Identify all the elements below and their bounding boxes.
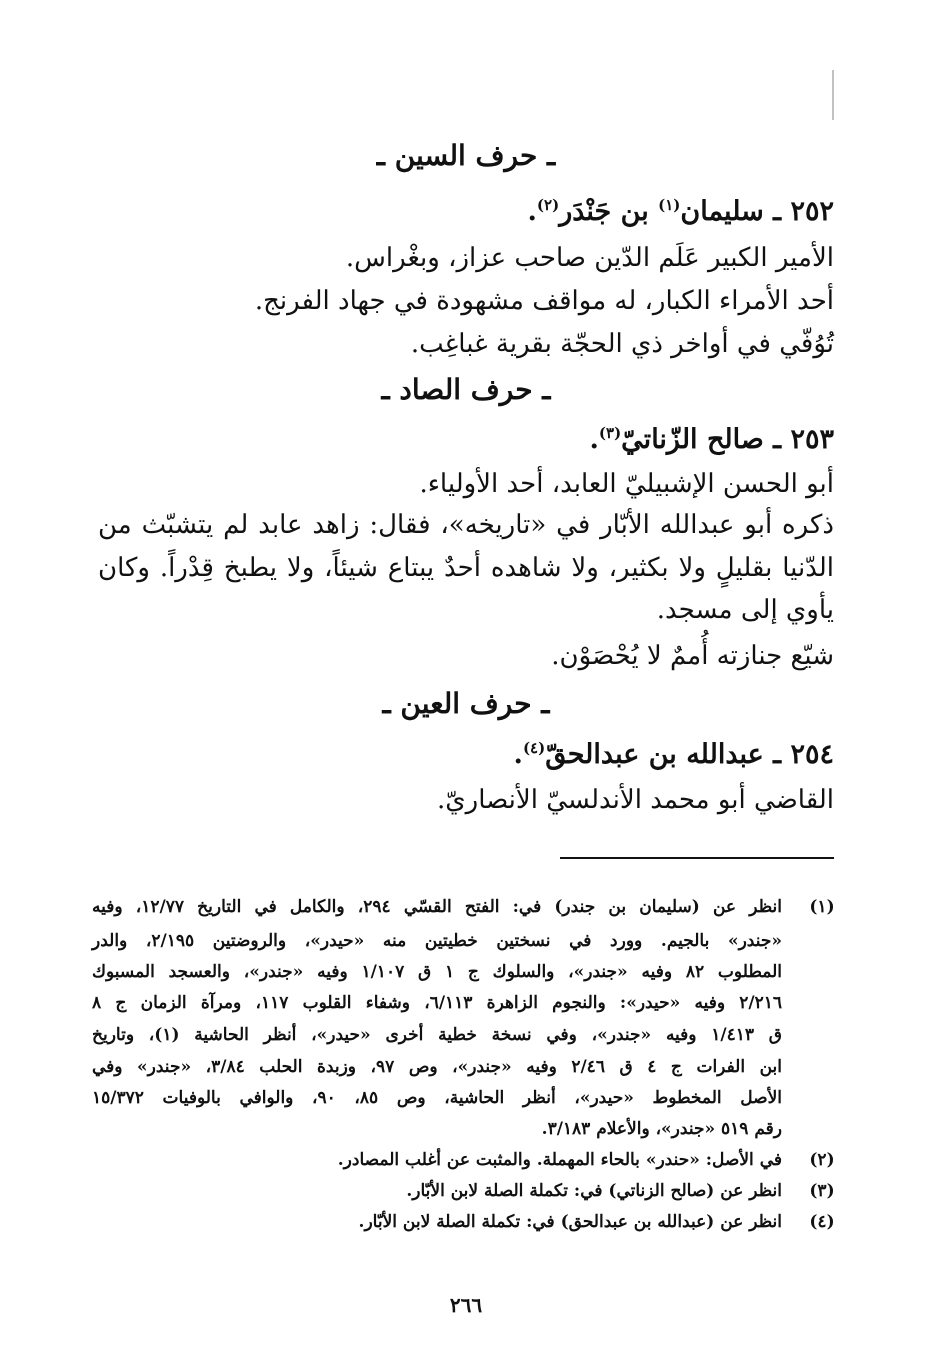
footnote-separator: [560, 857, 834, 859]
footnote-1-line-1: انظر عن (سليمان بن جندر) في: الفتح القسّي ٢٩٤، والكامل في التاريخ ١٢/٧٧، وفيه: [92, 897, 782, 917]
entry-254-line-1: القاضي أبو محمد الأندلسيّ الأنصاريّ.: [437, 785, 834, 815]
footnote-1-line-5: ق ١/٤١٣ وفيه «جندر»، وفي نسخة خطية أخرى «حيدر»، أنظر الحاشية (١)، وتاريخ: [92, 1025, 782, 1045]
entry-253-line-3: الدّنيا بقليلٍ ولا بكثير، ولا شاهده أحدٌ يبتاع شيئاً، ولا يطبخ قِدْراً. وكان: [98, 553, 834, 583]
footnote-number-4: (٤): [809, 1212, 835, 1232]
footnote-1-line-6: ابن الفرات ج ٤ ق ٢/٤٦ وفيه «جندر»، وص ٩٧، وزبدة الحلب ٣/٨٤، «جندر» وفي: [92, 1057, 783, 1077]
footnote-number-3: (٣): [809, 1181, 835, 1201]
entry-253-line-4: يأوي إلى مسجد.: [656, 595, 834, 625]
footnote-1-line-4: ٢/٢١٦ وفيه «حيدر»: والنجوم الزاهرة ٦/١١٣، وشفاء القلوب ١١٧، ومرآة الزمان ج ٨: [92, 993, 783, 1013]
footnote-number-1: (١): [809, 897, 835, 917]
section-heading-sad: ـ حرف الصاد ـ: [381, 373, 551, 406]
scan-mark: [832, 70, 834, 120]
footnote-ref[interactable]: (٢): [536, 196, 560, 214]
footnote-4-text: انظر عن (عبدالله بن عبدالحق) في: تكملة الصلة لابن الأبّار.: [358, 1212, 782, 1232]
entry-title-text: ٢٥٤ ـ عبدالله بن عبدالحقّ: [545, 739, 834, 770]
entry-title-text: ٢٥٣ ـ صالح الزّناتيّ: [621, 424, 834, 455]
footnote-1-line-3: المطلوب ٨٢ وفيه «جندر»، والسلوك ج ١ ق ١/١٠٧ وفيه «جندر»، والعسجد المسبوك: [92, 962, 783, 982]
footnote-ref[interactable]: (٣): [598, 424, 622, 442]
footnote-1-line-8: رقم ٥١٩ «جندر»، والأعلام ٣/١٨٣.: [541, 1119, 782, 1139]
page-number: ٢٦٦: [449, 1293, 483, 1317]
entry-253-line-5: شيّع جنازته أُممٌ لا يُحْصَوْن.: [551, 641, 834, 671]
entry-title-end: .: [513, 739, 523, 770]
entry-252-line-1: الأمير الكبير عَلَم الدّين صاحب عزاز، وبغْراس.: [345, 243, 834, 273]
section-heading-seen: ـ حرف السين ـ: [376, 139, 556, 172]
entry-252-line-3: تُوُفّي في أواخر ذي الحجّة بقرية غباغِب.: [410, 329, 834, 359]
entry-title-text: ٢٥٢ ـ سليمان: [680, 196, 834, 227]
footnote-1-line-2: «جندر» بالجيم. وورد في نسختين خطيتين منه «حيدر»، والروضتين ٢/١٩٥، والدر: [92, 931, 782, 951]
footnote-3-text: انظر عن (صالح الزناتي) في: تكملة الصلة لابن الأبّار.: [406, 1181, 782, 1201]
footnote-2-text: في الأصل: «حندر» بالحاء المهملة. والمثبت عن أغلب المصادر.: [337, 1150, 782, 1170]
section-heading-ain: ـ حرف العين ـ: [382, 687, 550, 720]
footnote-ref[interactable]: (٤): [522, 739, 546, 757]
entry-title-253: [98, 420, 834, 460]
footnote-1-line-7: الأصل المخطوط «حيدر»، أنظر الحاشية، وص ٨٥، ٩٠، والوافي بالوفيات ١٥/٣٧٢: [92, 1088, 783, 1108]
entry-252-line-2: أحد الأمراء الكبار، له مواقف مشهودة في جهاد الفرنج.: [254, 286, 834, 316]
entry-253-line-2: ذكره أبو عبدالله الأبّار في «تاريخه»، فقال: زاهد عابد لم يتشبّث من: [98, 510, 834, 540]
footnote-number-2: (٢): [809, 1150, 835, 1170]
footnote-ref[interactable]: (١): [658, 196, 681, 214]
entry-title-text: بن جَنْدَر: [559, 196, 659, 227]
entry-title-end: .: [527, 196, 537, 227]
entry-title-254: [98, 735, 834, 775]
entry-title-end: .: [589, 424, 599, 455]
entry-253-line-1: أبو الحسن الإشبيليّ العابد، أحد الأولياء.: [419, 469, 834, 499]
entry-title-252: [98, 192, 834, 232]
